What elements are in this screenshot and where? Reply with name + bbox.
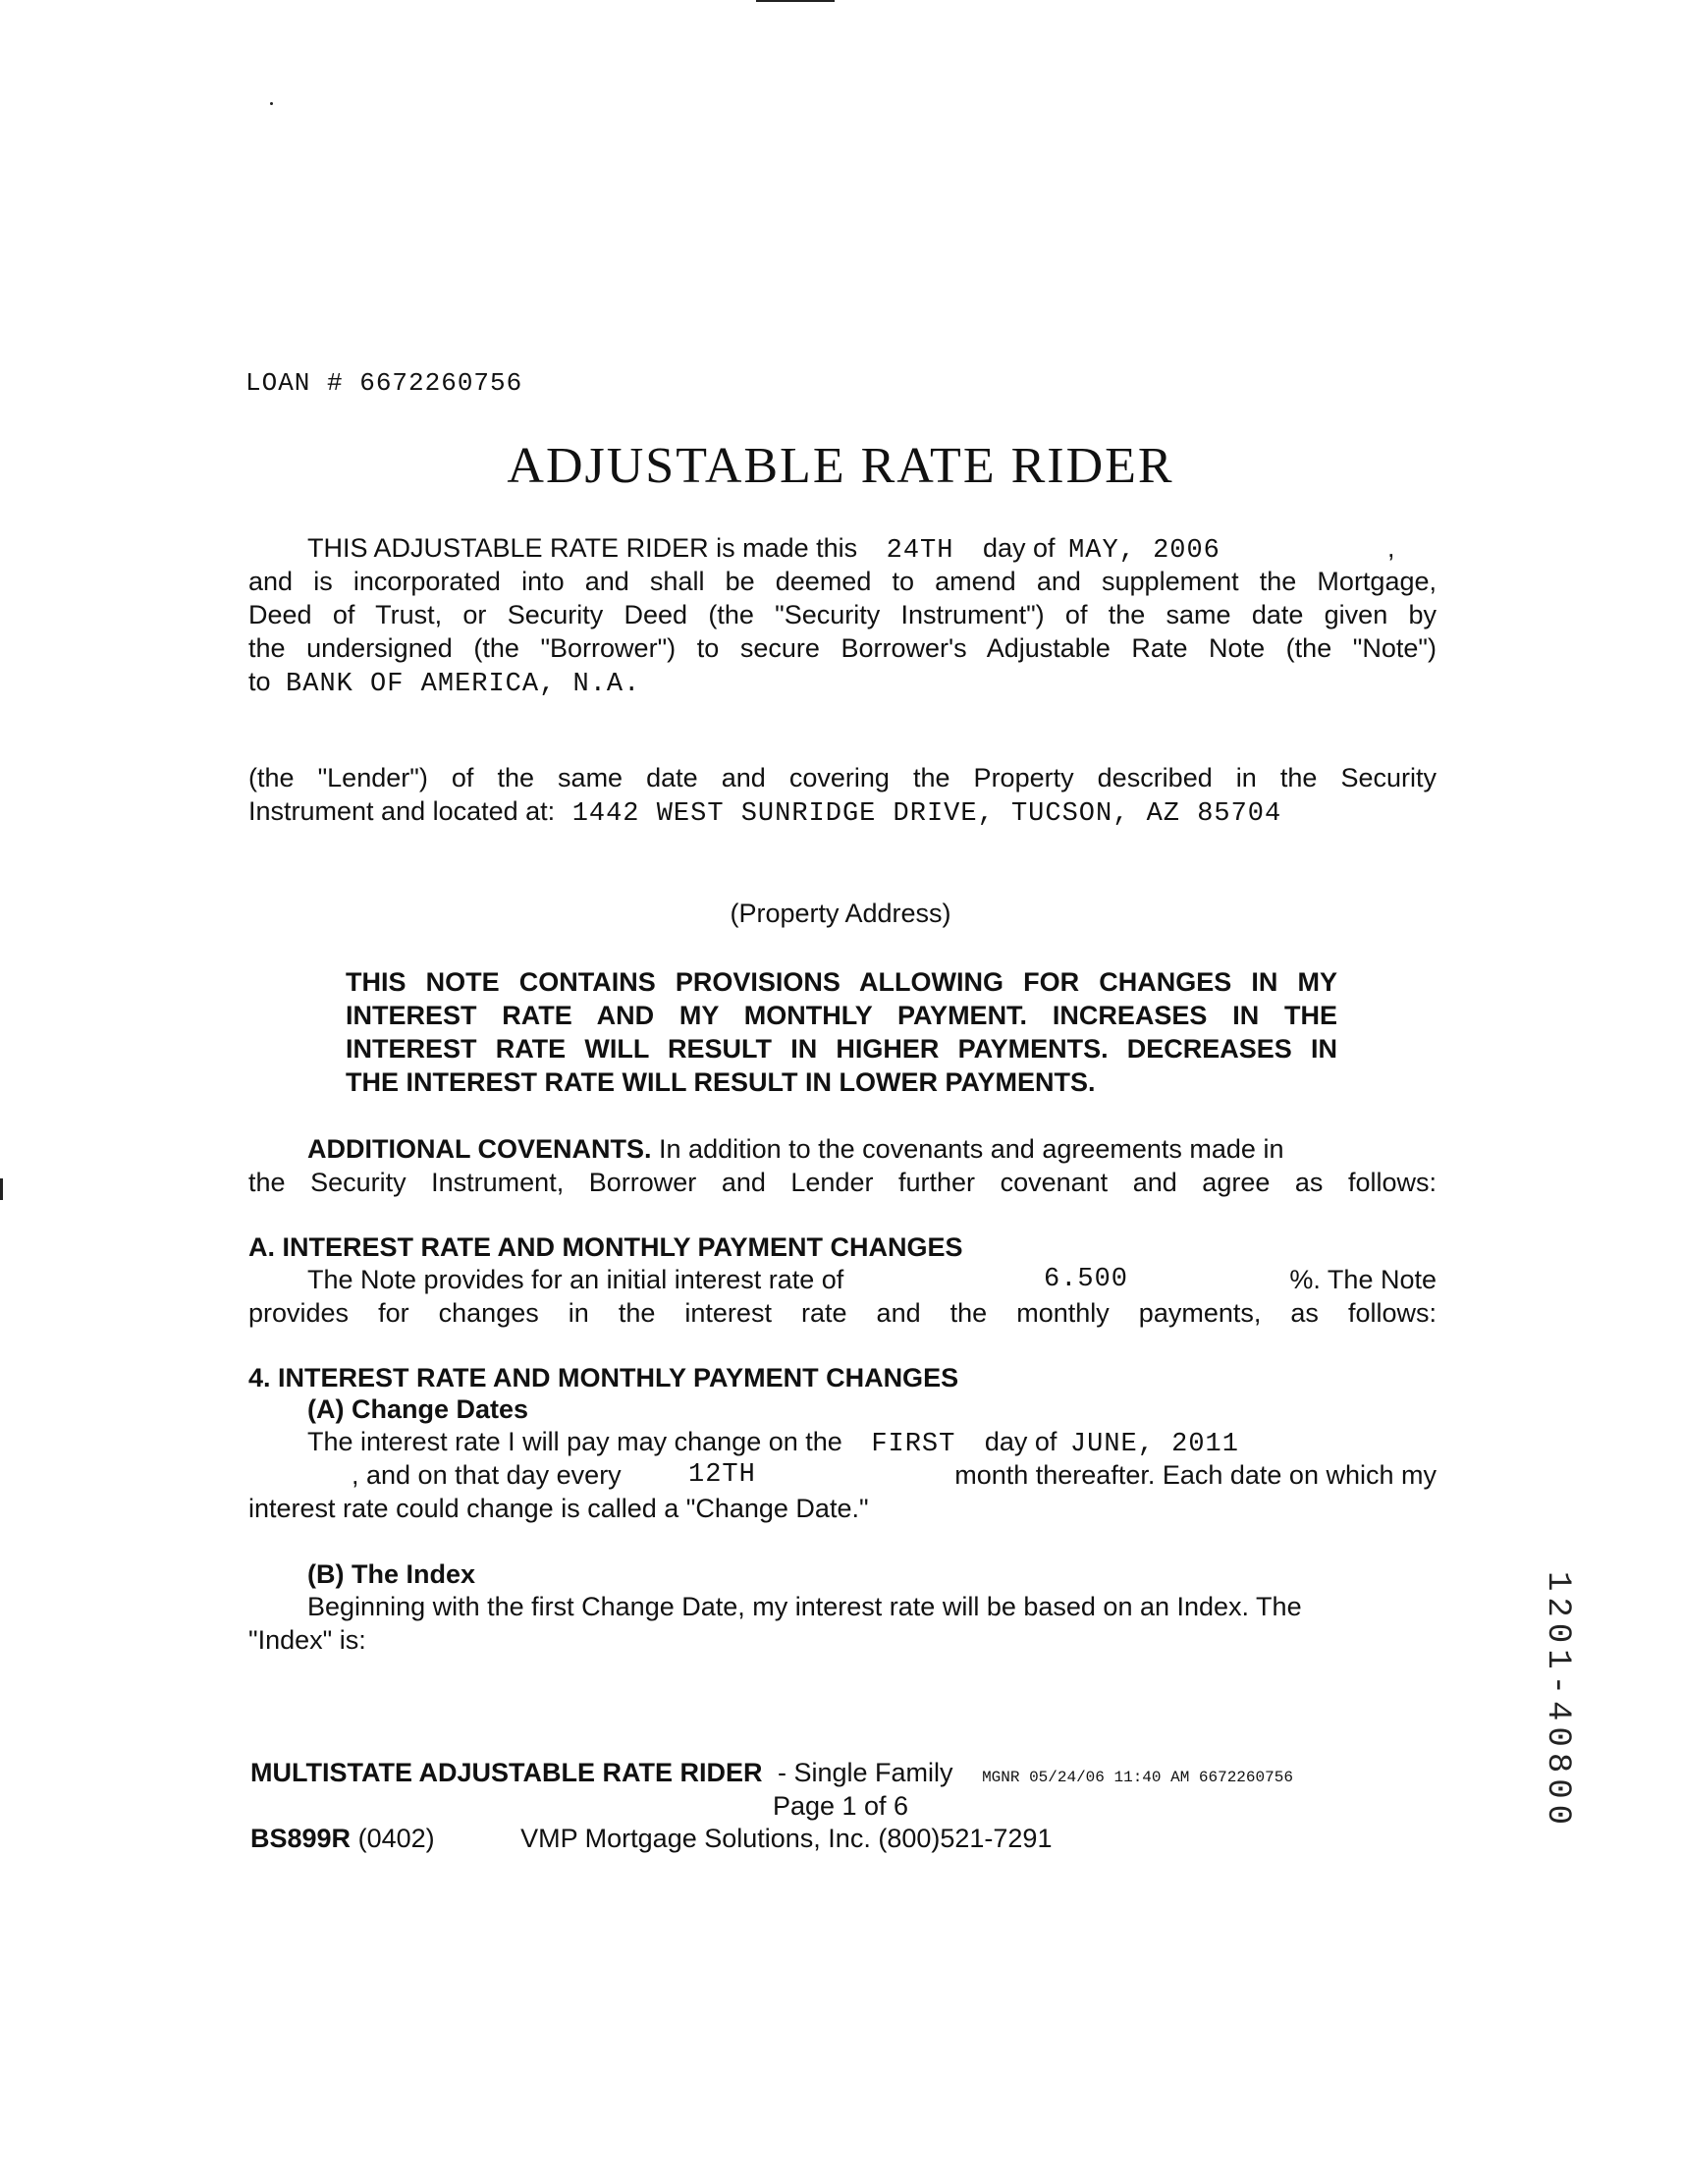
form-code: BS899R <box>250 1824 352 1853</box>
index-heading: (B) The Index <box>307 1559 476 1589</box>
intro-line-1 <box>307 531 1437 568</box>
notice-line-3: INTEREST RATE WILL RESULT IN HIGHER PAYMENTS. DECREASES IN <box>346 1034 1337 1064</box>
initial-interest-rate: 6.500 <box>1044 1265 1129 1294</box>
side-document-stamp: 1201-40800 <box>1539 1571 1576 1831</box>
change-day: FIRST <box>871 1430 956 1459</box>
change-interval: 12TH <box>688 1460 756 1490</box>
intro-to: to <box>248 667 271 696</box>
scan-artifact-dot <box>270 102 273 105</box>
change-day-of: day of <box>984 1427 1057 1456</box>
index-line-1: Beginning with the first Change Date, my interest rate will be based on an Index. The <box>307 1592 1302 1621</box>
print-stamp: MGNR 05/24/06 11:40 AM 6672260756 <box>982 1769 1293 1786</box>
form-subtitle: - Single Family <box>778 1758 953 1787</box>
notice-line-1: THIS NOTE CONTAINS PROVISIONS ALLOWING FOR CHANGES IN MY <box>346 967 1337 997</box>
intro-line-3: Deed of Trust, or Security Deed (the "Security Instrument") of the same date given by <box>248 600 1437 629</box>
intro-lead: THIS ADJUSTABLE RATE RIDER is made this <box>307 533 858 563</box>
scan-artifact-top-line <box>756 0 835 2</box>
intro-comma: , <box>1387 533 1395 563</box>
document-title: ADJUSTABLE RATE RIDER <box>507 438 1174 494</box>
notice-block <box>346 965 1337 1099</box>
intro-line-4: the undersigned (the "Borrower") to secure Borrower's Adjustable Rate Note (the "Note") <box>248 633 1437 663</box>
lender-name: BANK OF AMERICA, N.A. <box>286 670 641 699</box>
change-dates-line-1 <box>307 1425 1437 1461</box>
covenants-line-1-rest: In addition to the covenants and agreements made in <box>659 1134 1284 1164</box>
change-dates-line-2-rest: month thereafter. Each date on which my <box>954 1460 1437 1490</box>
loan-number: LOAN # 6672260756 <box>245 368 523 398</box>
notice-line-4: THE INTEREST RATE WILL RESULT IN LOWER PAYMENTS. <box>346 1067 1096 1097</box>
footer-line-3 <box>250 1822 1052 1855</box>
section-4-heading: 4. INTEREST RATE AND MONTHLY PAYMENT CHANGES <box>248 1363 959 1392</box>
page-number: Page 1 of 6 <box>772 1791 909 1821</box>
index-line-2: "Index" is: <box>248 1625 366 1655</box>
section-a-line-2: provides for changes in the interest rate and the monthly payments, as follows: <box>248 1298 1437 1328</box>
initial-rate-suffix: %. The Note <box>1289 1265 1437 1294</box>
lender-paragraph-line-1: (the "Lender") of the same date and covering the Property described in the Security <box>248 763 1437 792</box>
covenants-heading: ADDITIONAL COVENANTS. <box>307 1134 652 1164</box>
change-month-year: JUNE, 2011 <box>1069 1430 1239 1459</box>
initial-rate-lead: The Note provides for an initial interest rate of <box>307 1265 844 1294</box>
covenants-line-2: the Security Instrument, Borrower and Lender further covenant and agree as follows: <box>248 1168 1437 1197</box>
form-title: MULTISTATE ADJUSTABLE RATE RIDER <box>250 1758 763 1787</box>
property-address: 1442 WEST SUNRIDGE DRIVE, TUCSON, AZ 85704 <box>571 799 1282 829</box>
property-address-caption: (Property Address) <box>730 899 951 928</box>
intro-day-of: day of <box>982 533 1056 563</box>
change-dates-line-2-lead: , and on that day every <box>352 1460 622 1490</box>
intro-line-5 <box>248 665 1437 701</box>
change-dates-heading: (A) Change Dates <box>307 1394 529 1424</box>
intro-day: 24TH <box>886 536 954 566</box>
change-dates-line-3: interest rate could change is called a "Change Date." <box>248 1494 869 1523</box>
covenants-line-1 <box>307 1132 1437 1166</box>
lender-paragraph-line-2 <box>248 794 1437 831</box>
form-version: (0402) <box>357 1824 435 1853</box>
intro-line-2: and is incorporated into and shall be deemed to amend and supplement the Mortgage, <box>248 567 1437 596</box>
section-a-heading: A. INTEREST RATE AND MONTHLY PAYMENT CHANGES <box>248 1232 963 1262</box>
section-a-line-1 <box>307 1263 1437 1296</box>
notice-line-2: INTEREST RATE AND MY MONTHLY PAYMENT. INCREASES IN THE <box>346 1001 1337 1030</box>
form-publisher: VMP Mortgage Solutions, Inc. (800)521-7291 <box>520 1824 1053 1853</box>
scan-artifact-left-edge <box>0 1178 3 1200</box>
change-dates-lead: The interest rate I will pay may change on the <box>307 1427 842 1456</box>
intro-month-year: MAY, 2006 <box>1068 536 1220 566</box>
located-at-lead: Instrument and located at: <box>248 796 556 826</box>
